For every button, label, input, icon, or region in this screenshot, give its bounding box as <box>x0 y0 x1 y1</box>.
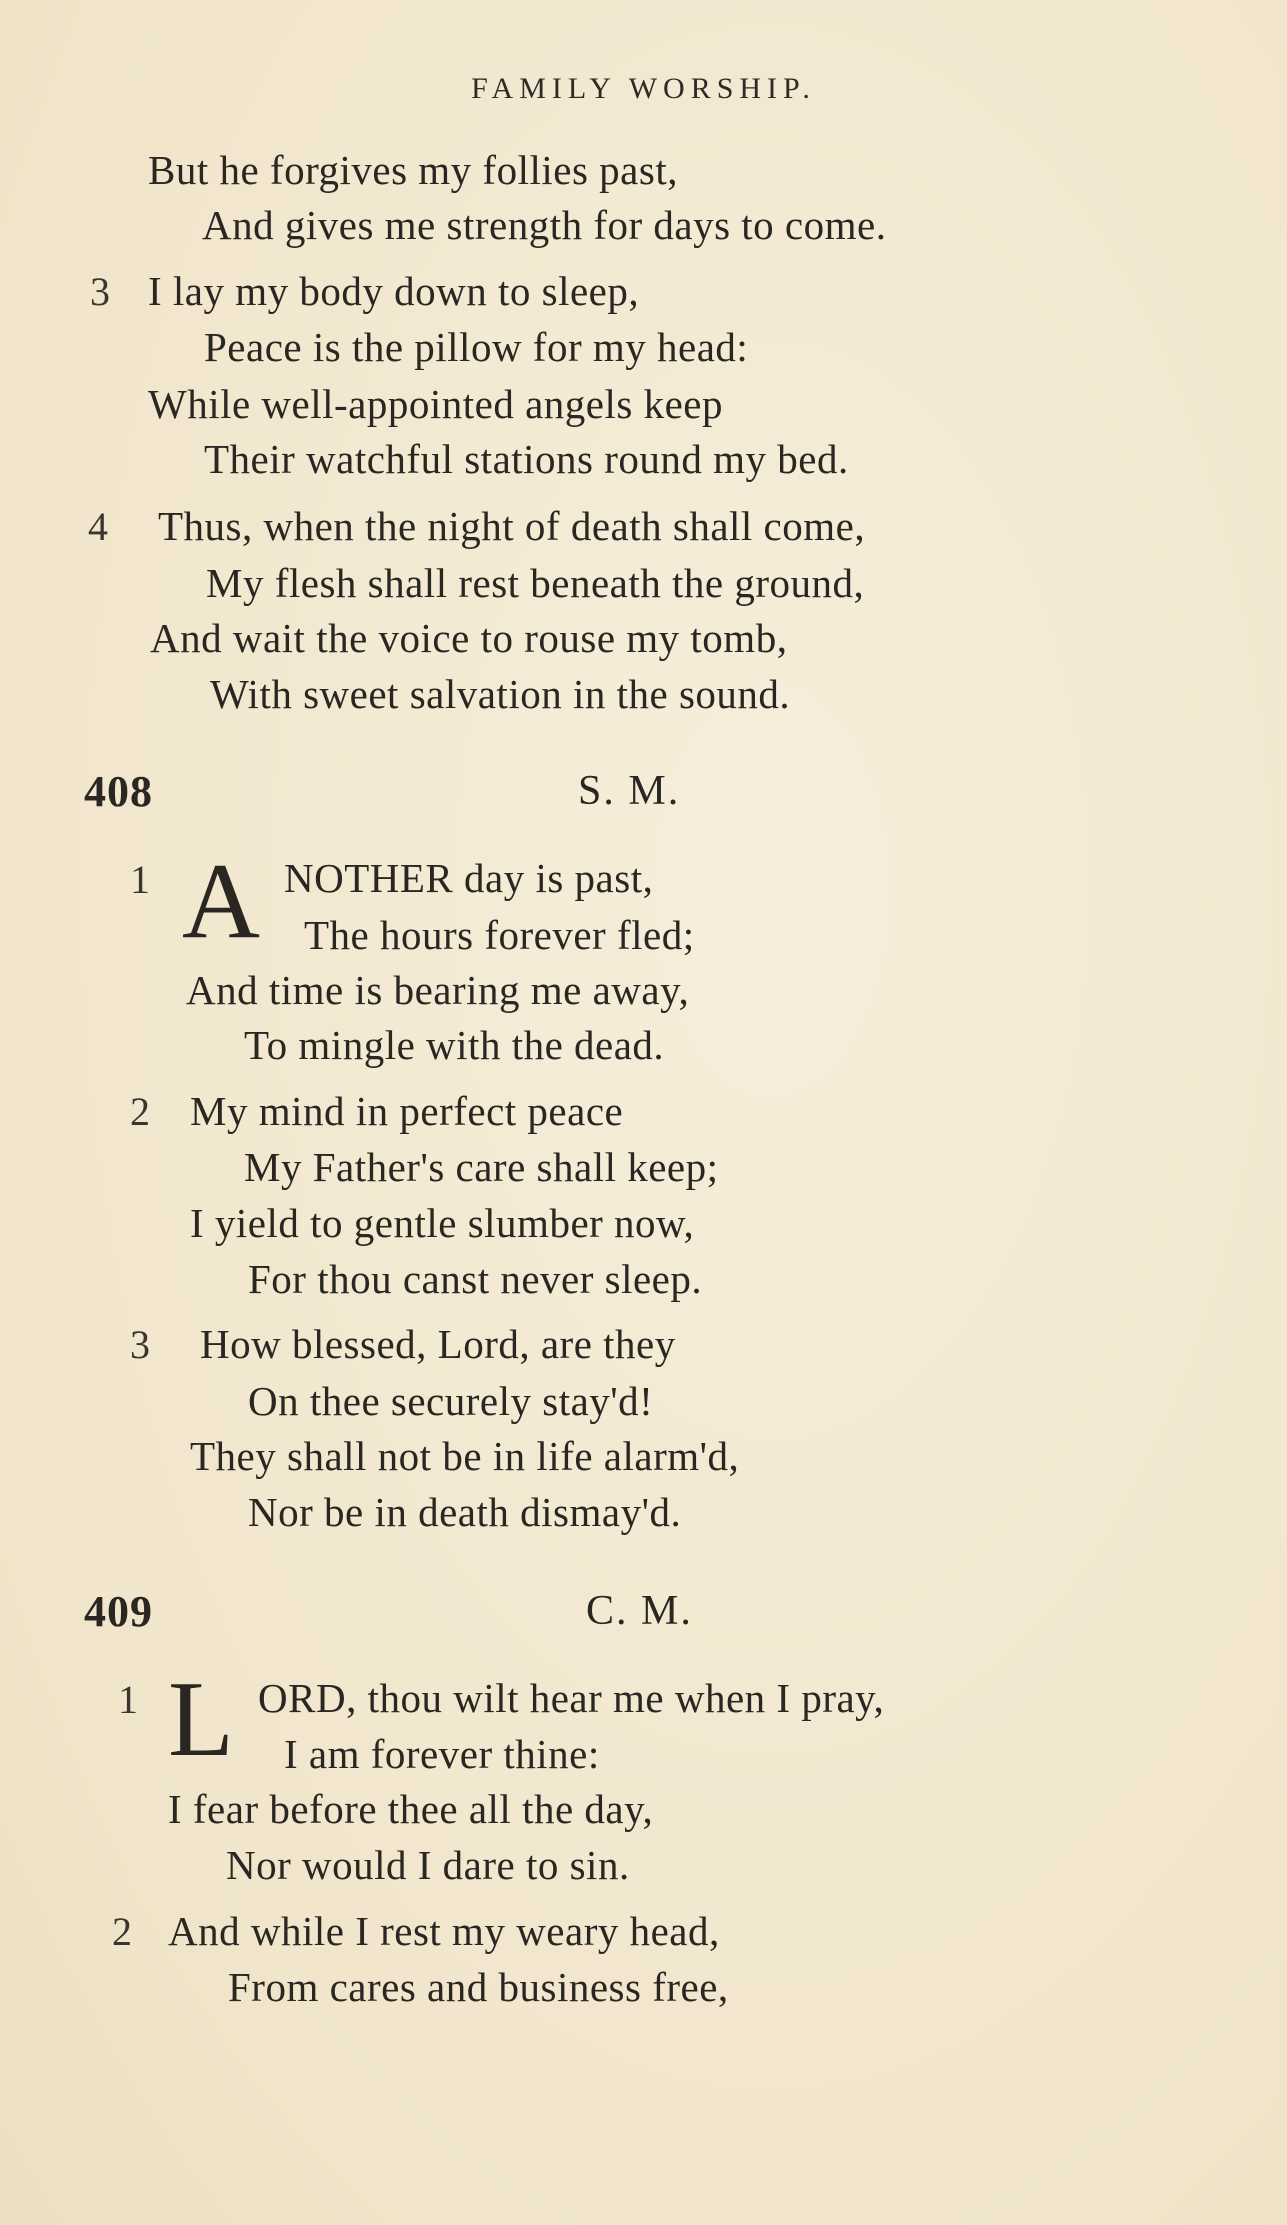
verse-line: To mingle with the dead. <box>244 1022 665 1068</box>
verse-line: Thus, when the night of death shall come, <box>158 503 866 549</box>
verse-line: How blessed, Lord, are they <box>200 1321 676 1367</box>
verse-line: On thee securely stay'd! <box>248 1378 654 1424</box>
verse-line: NOTHER day is past, <box>284 855 654 901</box>
verse-line: I yield to gentle slumber now, <box>190 1200 695 1246</box>
verse-line: And while I rest my weary head, <box>168 1908 720 1954</box>
verse-line: And gives me strength for days to come. <box>202 202 887 248</box>
verse-number: 2 <box>112 1909 132 1954</box>
verse-line: For thou canst never sleep. <box>248 1256 703 1302</box>
verse-line: And wait the voice to rouse my tomb, <box>150 615 788 661</box>
verse-line: My flesh shall rest beneath the ground, <box>206 560 865 606</box>
verse-line: Nor would I dare to sin. <box>226 1842 630 1888</box>
verse-line: My Father's care shall keep; <box>244 1144 719 1190</box>
verse-line: I lay my body down to sleep, <box>148 268 640 314</box>
verse-line: The hours forever fled; <box>304 912 695 958</box>
verse-number: 1 <box>130 857 150 902</box>
drop-cap: L <box>168 1660 234 1779</box>
running-header: FAMILY WORSHIP. <box>471 72 816 105</box>
hymn-number: 409 <box>84 1587 153 1636</box>
verse-line: Peace is the pillow for my head: <box>204 324 749 370</box>
verse-line: ORD, thou wilt hear me when I pray, <box>258 1675 885 1721</box>
verse-line: And time is bearing me away, <box>186 967 690 1013</box>
verse-number: 4 <box>88 504 108 549</box>
verse-number: 3 <box>130 1322 150 1367</box>
hymn-meter: S. M. <box>578 768 681 814</box>
verse-line: But he forgives my follies past, <box>148 147 678 193</box>
verse-line: My mind in perfect peace <box>190 1088 624 1134</box>
verse-number: 2 <box>130 1089 150 1134</box>
verse-line: They shall not be in life alarm'd, <box>190 1433 740 1479</box>
verse-line: Nor be in death dismay'd. <box>248 1489 682 1535</box>
verse-line: From cares and business free, <box>228 1964 729 2010</box>
verse-line: Their watchful stations round my bed. <box>204 436 849 482</box>
hymn-number: 408 <box>84 767 153 816</box>
verse-line: While well-appointed angels keep <box>148 381 723 427</box>
verse-number: 1 <box>118 1677 138 1722</box>
verse-number: 3 <box>90 269 110 314</box>
hymn-meter: C. M. <box>586 1588 693 1634</box>
drop-cap: A <box>182 842 260 961</box>
verse-line: With sweet salvation in the sound. <box>210 671 791 717</box>
verse-line: I am forever thine: <box>284 1731 600 1777</box>
verse-line: I fear before thee all the day, <box>168 1786 654 1832</box>
